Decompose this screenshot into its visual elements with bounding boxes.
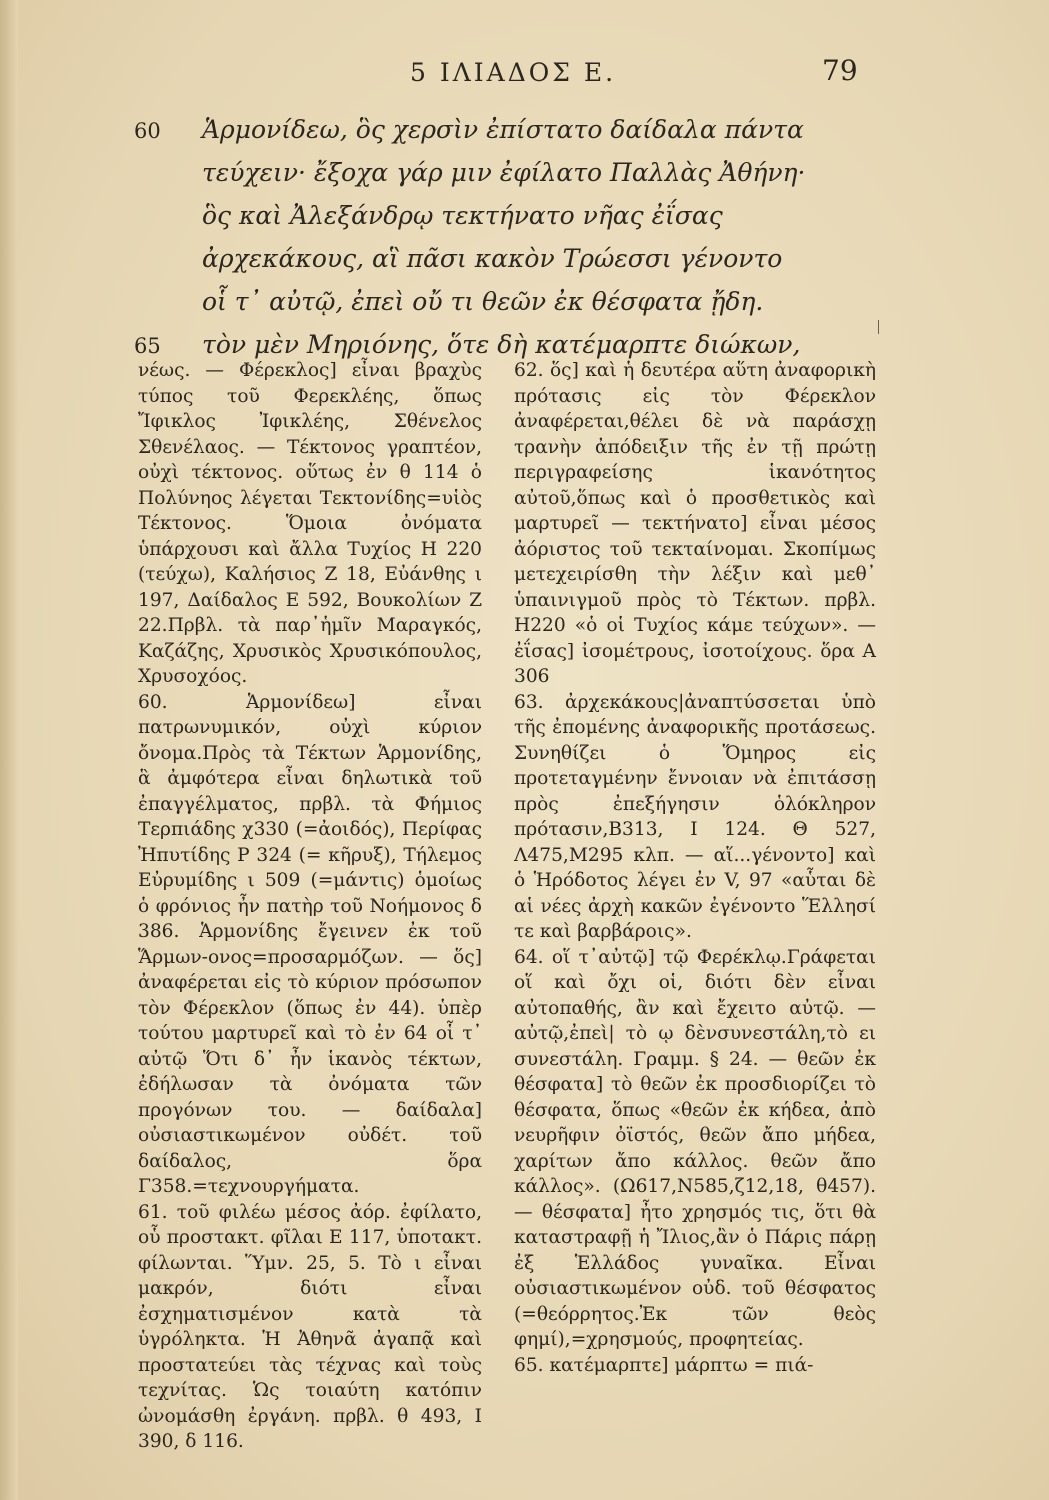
- verse-number: 60: [134, 119, 161, 143]
- verse-line: [0, 287, 1049, 330]
- commentary-paragraph: 63. ἀρχεκάκους|ἀναπτύσσεται ὑπὸ τῆς ἐπομένης ἀναφορικῆς προτάσεως. Συνηθίζει ὁ Ὅμηρος εἰς προτεταγμένην ἔννοιαν νὰ ἐπιτάσσῃ πρὸς ἐπεξήγησιν ὁλόκληρον πρότασιν,Β313, Ι 124. Θ 527, Λ475,Μ295 κλπ. — αἵ...γένοντο] καὶ ὁ Ἡρόδοτος λέγει ἐν V, 97 «αὗται δὲ αἱ νέες ἀρχὴ κακῶν ἐγένοντο Ἕλλησί τε καὶ βαρβάροις».: [514, 691, 876, 942]
- verse-line: [0, 158, 1049, 201]
- running-title: 5 ΙΛΙΑΔΟΣ Ε.: [410, 58, 617, 87]
- commentary-paragraph: 62. ὅς] καὶ ἡ δευτέρα αὕτη ἀναφορικὴ πρότασις εἰς τὸν Φέρεκλον ἀναφέρεται,θέλει δὲ νὰ παράσχῃ τρανὴν ἀπόδειξιν τῆς ἐν τῇ πρώτῃ περιγραφείσης ἱκανότητος αὐτοῦ,ὅπως καὶ ὁ προσθετικὸς καὶ μαρτυρεῖ — τεκτήνατο] εἶναι μέσος ἀόριστος τοῦ τεκταίνομαι. Σκοπίμως μετεχειρίσθη τὴν λέξιν καὶ μεθ᾽ ὑπαινιγμοῦ πρὸς τὸ Τέκτων. πρβλ. Η220 «ὁ οἱ Τυχίος κάμε τεύχων». — ἐΐσας] ἰσομέτρους, ἰσοτοίχους. ὅρα Α 306: [514, 360, 876, 687]
- verse-line: [0, 244, 1049, 287]
- verse-line: [0, 115, 1049, 158]
- page-number: 79: [822, 54, 858, 87]
- page-header: [0, 54, 1049, 98]
- verse-text: τεύχειν· ἔξοχα γάρ μιν ἐφίλατο Παλλὰς Ἀθήνη·: [202, 158, 806, 187]
- commentary-right-column: [514, 358, 876, 1378]
- commentary-paragraph: 64. οἵ τ᾽αὐτῷ] τῷ Φερέκλῳ.Γράφεται οἵ καὶ ὄχι οἱ, διότι δὲν εἶναι αὐτοπαθής, ἂν καὶ ἔχειτο αὐτῷ. — αὐτῷ,ἐπεὶ| τὸ ῳ δὲνσυνεστάλη,τὸ ει συνεστάλη. Γραμμ. § 24. — θεῶν ἐκ θέσφατα] τὸ θεῶν ἐκ προσδιορίζει τὸ θέσφατα, ὅπως «θεῶν ἐκ κήδεα, ἀπὸ νευρῆφιν ὀϊστός, θεῶν ἄπο μήδεα, χαρίτων ἄπο κάλλος. θεῶν ἄπο κάλλος». (Ω617,Ν585,ζ12,18, θ457). — θέσφατα] ἦτο χρησμός τις, ὅτι θὰ καταστραφῇ ἡ Ἴλιος,ἂν ὁ Πάρις πάρῃ ἐξ Ἑλλάδος γυναῖκα. Εἶναι οὐσιαστικωμένον οὐδ. τοῦ θέσφατος (=θεόρρητος.Ἐκ τῶν θεὸς φημί),=χρησμούς, προφητείας.: [514, 946, 876, 1350]
- commentary-paragraph: νέως. — Φέρεκλος] εἶναι βραχὺς τύπος τοῦ Φερεκλέης, ὅπως Ἴφικλος Ἰφικλέης, Σθένελος Σθενέλαος. — Τέκτονος γραπτέον, οὐχὶ τέκτονος. οὕτως ἐν θ 114 ὁ Πολύνηος λέγεται Τεκτονίδης=υἱὸς Τέκτονος. Ὅμοια ὀνόματα ὑπάρχουσι καὶ ἄλλα Τυχίος Η 220 (τεύχω), Καλήσιος Ζ 18, Εὐάνθης ι 197, Δαίδαλος Ε 592, Βουκολίων Ζ 22.Πρβλ. τὰ παρ᾽ἡμῖν Μαραγκός, Καζάζης, Χρυσικὸς Χρυσικόπουλος, Χρυσοχόος.: [138, 360, 482, 687]
- verse-text: ὃς καὶ Ἀλεξάνδρῳ τεκτήνατο νῆας ἐΐσας: [202, 201, 723, 230]
- commentary-left-column: [138, 358, 482, 1455]
- verse-block: [0, 115, 1049, 373]
- verse-line: [0, 201, 1049, 244]
- verse-text: Ἁρμονίδεω, ὃς χερσὶν ἐπίστατο δαίδαλα πάντα: [202, 115, 804, 144]
- verse-text: ἀρχεκάκους, αἳ πᾶσι κακὸν Τρώεσσι γένοντο: [202, 244, 783, 273]
- commentary-paragraph: 60. Ἁρμονίδεω] εἶναι πατρωνυμικόν, οὐχὶ κύριον ὄνομα.Πρὸς τὰ Τέκτων Ἁρμονίδης, ἃ ἀμφότερα εἶναι δηλωτικὰ τοῦ ἐπαγγέλματος, πρβλ. τὰ Φήμιος Τερπιάδης χ330 (=ἀοιδός), Περίφας Ἠπυτίδης Ρ 324 (= κῆρυξ), Τήλεμος Εὐρυμίδης ι 509 (=μάντις) ὁμοίως ὁ φρόνιος ἦν πατὴρ τοῦ Νοήμονος δ 386. Ἁρμονίδης ἔγεινεν ἐκ τοῦ Ἅρμων-ονος=προσαρμόζων. — ὅς] ἀναφέρεται εἰς τὸ κύριον πρόσωπον τὸν Φέρεκλον (ὅπως ἐν 44). ὑπὲρ τούτου μαρτυρεῖ καὶ τὸ ἐν 64 οἷ τ᾽ αὐτῷ Ὅτι δ᾽ ἦν ἱκανὸς τέκτων, ἐδήλωσαν τὰ ὀνόματα τῶν προγόνων του. — δαίδαλα] οὐσιαστικωμένον οὐδέτ. τοῦ δαίδαλος, ὅρα Γ358.=τεχνουργήματα.: [138, 691, 482, 1197]
- verse-number: 65: [134, 334, 161, 358]
- commentary-paragraph: 61. τοῦ φιλέω μέσος ἀόρ. ἐφίλατο, οὗ προστακτ. φῖλαι Ε 117, ὑποτακτ. φίλωνται. Ὕμν. 25, 5. Τὸ ι εἶναι μακρόν, διότι εἶναι ἐσχηματισμένον κατὰ τὰ ὑγρόληκτα. Ἡ Ἀθηνᾶ ἀγαπᾷ καὶ προστατεύει τὰς τέχνας καὶ τοὺς τεχνίτας. Ὡς τοιαύτη κατόπιν ὠνομάσθη ἐργάνη. πρβλ. θ 493, Ι 390, δ 116.: [138, 1201, 482, 1452]
- verse-text: οἷ τ᾽ αὐτῷ, ἐπεὶ οὔ τι θεῶν ἐκ θέσφατα ᾔδη.: [202, 287, 764, 316]
- commentary-paragraph: 65. κατέμαρπτε] μάρπτω = πιά-: [514, 1354, 814, 1376]
- margin-tick: [878, 320, 879, 334]
- verse-text: τὸν μὲν Μηριόνης, ὅτε δὴ κατέμαρπτε διώκων,: [202, 330, 801, 359]
